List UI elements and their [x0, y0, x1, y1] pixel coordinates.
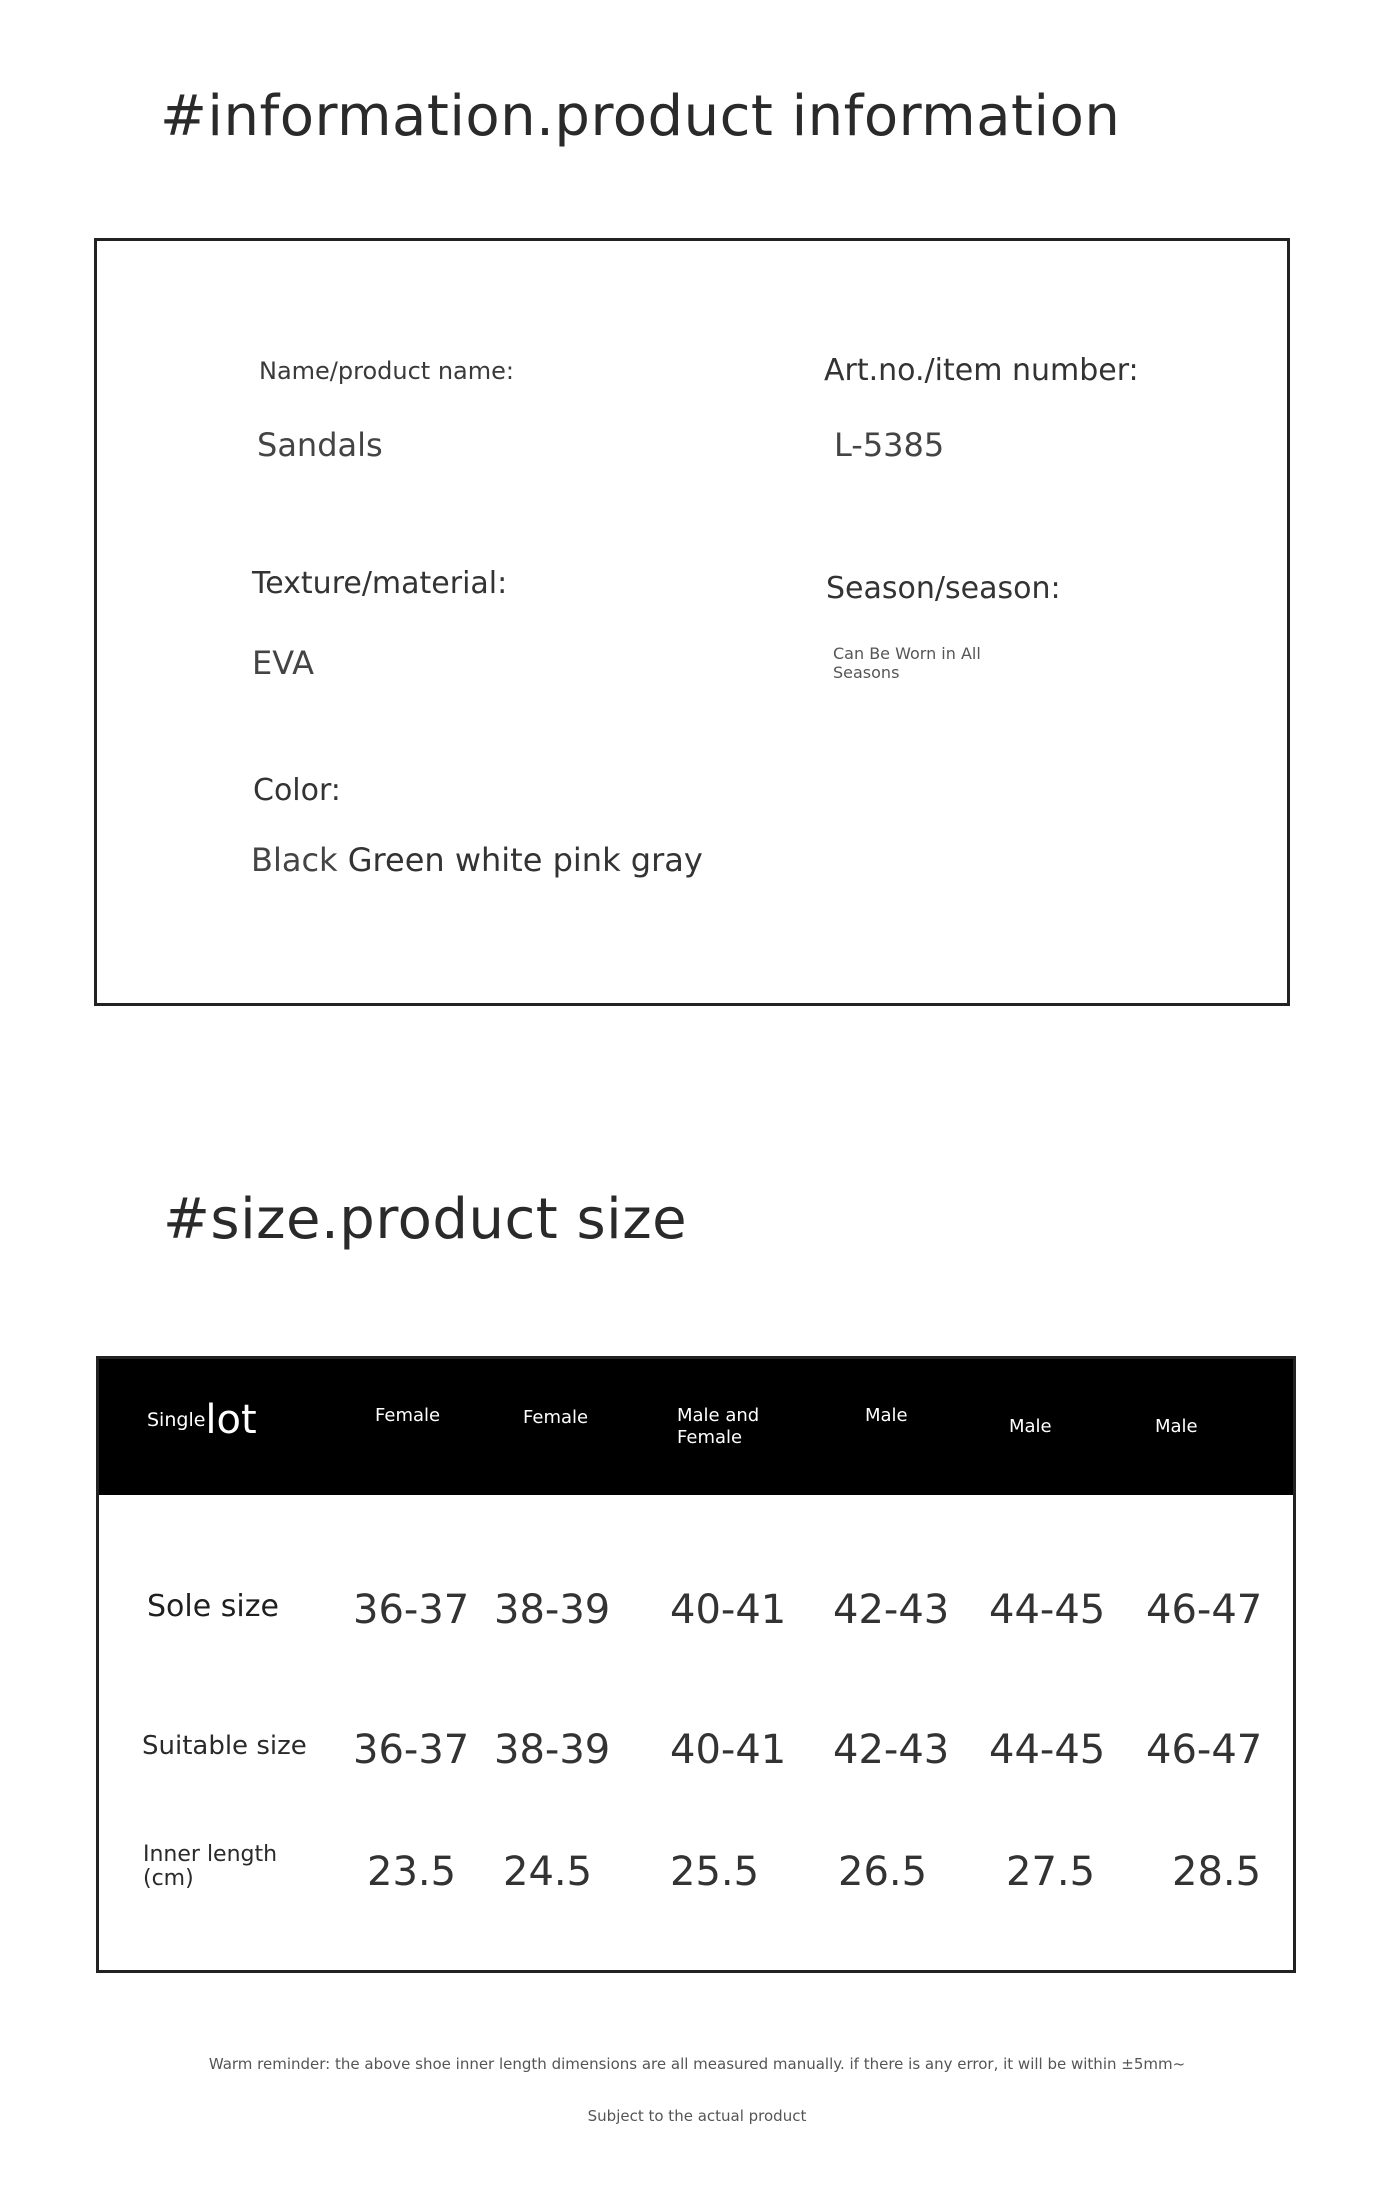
- season-label: Season/season:: [826, 571, 1061, 606]
- inner-length-cell: 25.5: [670, 1849, 760, 1895]
- size-heading: #size.product size: [163, 1187, 688, 1252]
- header-col-6: Male: [1155, 1416, 1198, 1437]
- name-label: Name/product name:: [259, 357, 514, 385]
- row-label-sole-size: Sole size: [147, 1589, 279, 1624]
- sole-size-cell: 44-45: [989, 1587, 1106, 1633]
- sole-size-cell: 46-47: [1146, 1587, 1263, 1633]
- header-col-2: Female: [523, 1407, 589, 1428]
- suitable-size-cell: 36-37: [353, 1727, 470, 1773]
- name-value: Sandals: [257, 426, 383, 464]
- size-table: [96, 1356, 1296, 1973]
- color-value-first: Black: [251, 841, 338, 879]
- color-value-rest: Green white pink gray: [347, 841, 703, 879]
- suitable-size-cell: 44-45: [989, 1727, 1106, 1773]
- header-title-small: Single: [147, 1409, 206, 1431]
- sole-size-cell: 40-41: [670, 1587, 787, 1633]
- inner-length-cell: 27.5: [1006, 1849, 1096, 1895]
- color-value: [251, 841, 703, 879]
- inner-length-cell: 26.5: [838, 1849, 928, 1895]
- info-heading: #information.product information: [160, 84, 1121, 149]
- header-col-4: Male: [865, 1405, 908, 1426]
- row-label-suitable-size: Suitable size: [142, 1731, 307, 1761]
- suitable-size-cell: 40-41: [670, 1727, 787, 1773]
- suitable-size-cell: 38-39: [494, 1727, 611, 1773]
- sole-size-cell: 42-43: [833, 1587, 950, 1633]
- product-info-box: [94, 238, 1290, 1006]
- warm-reminder-note: Warm reminder: the above shoe inner length dimensions are all measured manually. if there is any error, it will be within ±5mm~: [208, 2055, 1186, 2073]
- header-col-5: Male: [1009, 1416, 1052, 1437]
- suitable-size-cell: 46-47: [1146, 1727, 1263, 1773]
- row-label-inner-length: Inner length (cm): [143, 1842, 278, 1891]
- inner-length-cell: 28.5: [1172, 1849, 1262, 1895]
- art-number-value: L-5385: [834, 426, 945, 464]
- inner-length-cell: 23.5: [367, 1849, 457, 1895]
- header-col-3: Male and Female: [677, 1405, 760, 1448]
- size-table-header: [99, 1359, 1293, 1495]
- season-value: Can Be Worn in All Seasons: [833, 644, 981, 682]
- header-title: [147, 1397, 257, 1443]
- material-value: EVA: [252, 644, 314, 682]
- art-number-label: Art.no./item number:: [824, 353, 1139, 388]
- header-title-large: lot: [205, 1397, 257, 1443]
- actual-product-note: Subject to the actual product: [587, 2107, 807, 2125]
- material-label: Texture/material:: [252, 566, 508, 601]
- header-col-1: Female: [375, 1405, 441, 1426]
- sole-size-cell: 36-37: [353, 1587, 470, 1633]
- sole-size-cell: 38-39: [494, 1587, 611, 1633]
- color-label: Color:: [253, 773, 341, 808]
- inner-length-cell: 24.5: [503, 1849, 593, 1895]
- suitable-size-cell: 42-43: [833, 1727, 950, 1773]
